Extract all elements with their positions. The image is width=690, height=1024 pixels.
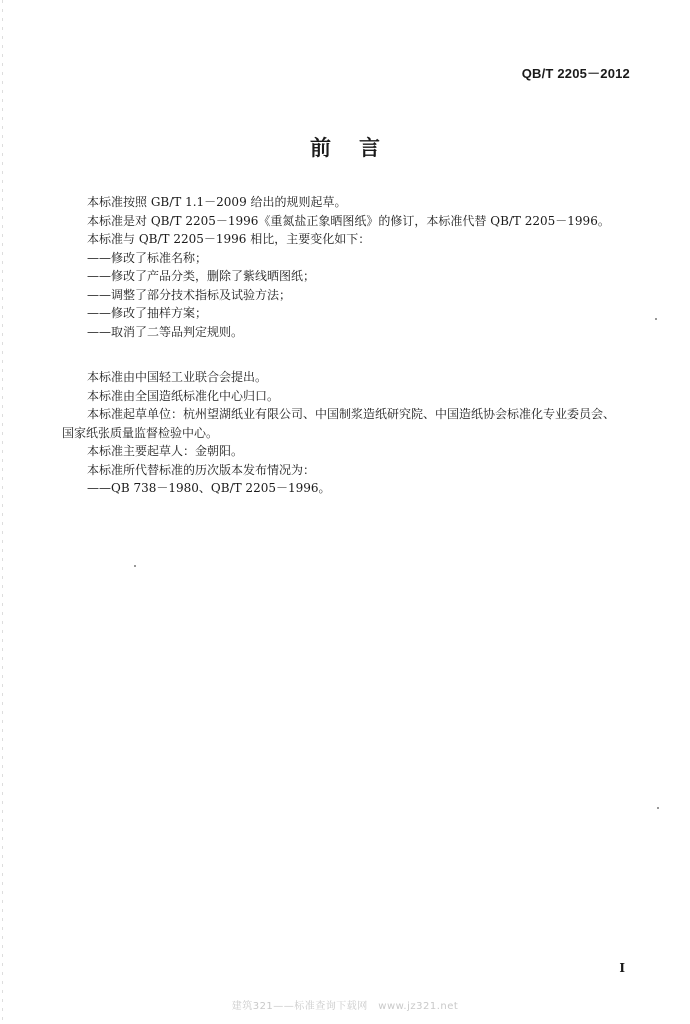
scan-speck: [655, 318, 657, 320]
paragraph: 本标准与 QB/T 2205－1996 相比，主要变化如下：: [87, 232, 371, 246]
change-list-item: ——修改了抽样方案；: [87, 306, 208, 320]
change-list-item: ——取消了二等品判定规则。: [87, 324, 244, 339]
paragraph: 本标准由中国轻工业联合会提出。: [87, 370, 268, 384]
paragraph: 本标准按照 GB/T 1.1－2009 给出的规则起草。: [87, 195, 347, 209]
page-number: I: [619, 961, 625, 975]
scan-speck: [134, 565, 136, 567]
change-list-item: ——修改了产品分类，删除了紫线晒图纸；: [87, 269, 316, 283]
scan-speck: [657, 807, 659, 809]
page-title: 前言: [310, 136, 408, 160]
change-list-item: ——调整了部分技术指标及试验方法；: [87, 287, 292, 302]
foreword-block-2: [37, 368, 647, 498]
paragraph: 本标准是对 QB/T 2205－1996《重氮盐正象晒图纸》的修订，本标准代替 QB/T 2205－1996。: [87, 213, 610, 228]
foreword-block-1: [62, 193, 642, 341]
paragraph: 本标准由全国造纸标准化中心归口。: [87, 388, 280, 403]
change-list-item: ——修改了标准名称；: [87, 250, 208, 265]
paragraph-continuation: 国家纸张质量监督检验中心。: [62, 425, 219, 440]
watermark: 建筑321——标准查询下载网 www.jz321.net: [231, 1001, 459, 1012]
standard-code: QB/T 2205－2012: [521, 66, 630, 81]
version-history-item: ——QB 738－1980、QB/T 2205－1996。: [87, 481, 331, 495]
paragraph: 本标准所代替标准的历次版本发布情况为：: [87, 462, 316, 477]
paragraph: 本标准主要起草人：金朝阳。: [87, 444, 244, 458]
paragraph: 本标准起草单位：杭州望湖纸业有限公司、中国制浆造纸研究院、中国造纸协会标准化专业委员会、: [87, 407, 616, 421]
